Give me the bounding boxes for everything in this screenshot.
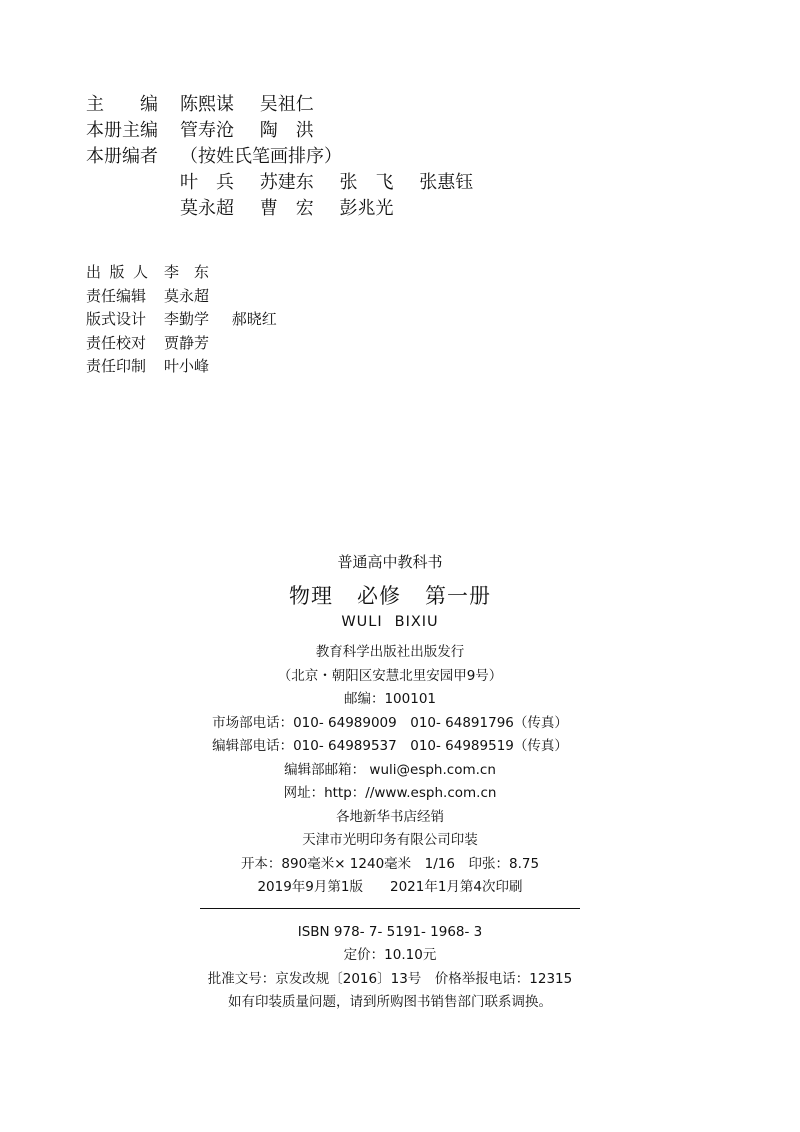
layout-design-row	[86, 308, 295, 332]
editor-in-charge-row	[86, 285, 295, 309]
editor-name: 彭兆光	[339, 198, 394, 219]
editor-name: 吴祖仁	[259, 94, 314, 115]
editorial-phone: 编辑部电话：010- 64989537 010- 64989519（传真）	[212, 738, 568, 754]
staff-block	[86, 261, 295, 379]
staff-label: 版式设计	[86, 310, 147, 328]
editor-name: 叶 兵	[180, 172, 234, 193]
volume-editors-names-1	[86, 170, 493, 196]
format-info: 开本：890毫米× 1240毫米 1/16 印张：8.75	[240, 855, 540, 872]
staff-label: 责任编辑	[86, 286, 147, 305]
editor-name: 曹 宏	[259, 198, 314, 219]
editorial-email: 编辑部邮箱： wuli@esph.com.cn	[284, 761, 496, 778]
publisher-row	[86, 261, 295, 285]
chief-editor-label: 主 编	[86, 94, 158, 115]
chief-editor-names	[180, 92, 334, 118]
website: 网址：http：//www.esph.com.cn	[283, 785, 497, 801]
editor-name: 陈熙谋	[180, 94, 234, 115]
publisher-address: （北京・朝阳区安慧北里安园甲9号）	[277, 667, 503, 684]
editors-block	[86, 92, 493, 222]
staff-name: 贾静芳	[164, 333, 210, 352]
editor-name: 张惠钰	[419, 172, 474, 193]
volume-editors-names-2	[86, 196, 493, 222]
staff-label: 责任印制	[86, 357, 147, 375]
volume-chief-label: 本册主编	[86, 120, 158, 141]
chief-editor-row	[86, 92, 493, 118]
marketing-phone: 市场部电话：010- 64989009 010- 64891796（传真）	[212, 714, 568, 731]
staff-name: 李勤学	[164, 310, 210, 328]
volume-chief-row	[86, 118, 493, 144]
quality-notice: 如有印装质量问题，请到所购图书销售部门联系调换。	[228, 994, 552, 1010]
staff-name: 叶小峰	[164, 357, 210, 375]
staff-name: 莫永超	[164, 286, 210, 305]
editor-name: 苏建东	[259, 172, 314, 193]
postal-code: 邮编：100101	[343, 691, 437, 707]
staff-name: 郝晓红	[231, 310, 277, 328]
editor-name: 管寿沧	[180, 120, 234, 141]
approval-number: 批准文号：京发改规〔2016〕13号 价格举报电话：12315	[207, 970, 573, 987]
volume-editors-note: （按姓氏笔画排序）	[180, 146, 342, 167]
editor-name: 陶 洪	[259, 120, 314, 141]
volume-chief-names	[180, 118, 334, 144]
colophon	[0, 551, 780, 1015]
publisher-label: 出 版 人	[86, 263, 148, 281]
price: 定价：10.10元	[343, 947, 437, 963]
volume-editors-label: 本册编者	[86, 146, 158, 167]
edition-info: 2019年9月第1版 2021年1月第4次印刷	[257, 879, 523, 895]
divider-line	[200, 908, 580, 909]
volume-editors-row	[86, 144, 493, 170]
staff-label: 责任校对	[86, 333, 147, 352]
series-title: 普通高中教科书	[337, 553, 443, 571]
editor-name: 张 飞	[339, 172, 394, 193]
printer: 天津市光明印务有限公司印装	[302, 832, 478, 848]
isbn: ISBN 978- 7- 5191- 1968- 3	[297, 923, 483, 940]
distributor: 各地新华书店经销	[336, 808, 444, 825]
book-title: 物理 必修 第一册	[289, 584, 491, 608]
editor-name: 莫永超	[180, 198, 234, 219]
staff-name: 李 东	[164, 263, 210, 281]
publisher-line: 教育科学出版社出版发行	[315, 644, 465, 660]
book-title-pinyin: WULI BIXIU	[341, 614, 439, 630]
print-manager-row	[86, 355, 295, 379]
proofreader-row	[86, 332, 295, 356]
